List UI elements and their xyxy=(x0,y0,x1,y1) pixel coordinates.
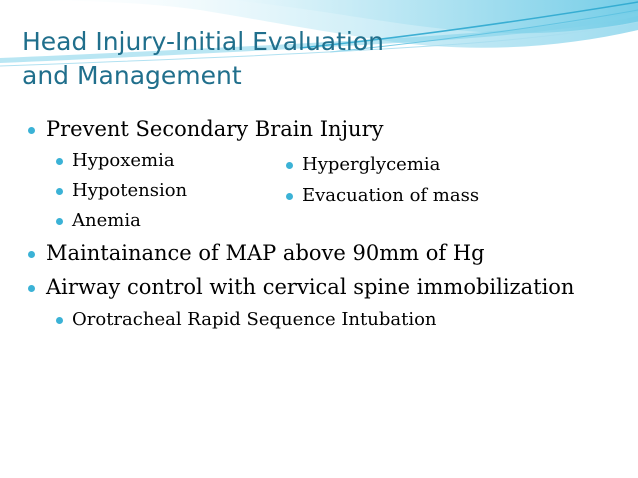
slide-title-line-1: Head Injury-Initial Evaluation xyxy=(22,27,385,56)
bullet-dot-icon xyxy=(286,193,293,200)
slide-title xyxy=(22,25,582,93)
bullet-prevent-secondary-brain-injury: Prevent Secondary Brain Injury xyxy=(46,117,384,141)
bullet-dot-icon xyxy=(56,317,63,324)
bullet-dot-icon xyxy=(56,188,63,195)
slide-title-line-2: and Management xyxy=(22,61,242,90)
bullet-airway-control: Airway control with cervical spine immobilization xyxy=(46,275,575,299)
bullet-dot-icon xyxy=(56,158,63,165)
bullet-hypoxemia: Hypoxemia xyxy=(72,150,175,171)
bullet-anemia: Anemia xyxy=(72,210,141,231)
bullet-dot-icon xyxy=(28,127,35,134)
bullet-dot-icon xyxy=(28,251,35,258)
bullet-dot-icon xyxy=(28,285,35,292)
bullet-dot-icon xyxy=(56,218,63,225)
bullet-hyperglycemia: Hyperglycemia xyxy=(302,154,441,175)
bullet-hypotension: Hypotension xyxy=(72,180,188,201)
bullet-orotracheal-rsi: Orotracheal Rapid Sequence Intubation xyxy=(72,309,437,330)
bullet-evacuation-of-mass: Evacuation of mass xyxy=(302,185,480,206)
bullet-maintainance-of-map: Maintainance of MAP above 90mm of Hg xyxy=(46,241,485,265)
bullet-dot-icon xyxy=(286,162,293,169)
